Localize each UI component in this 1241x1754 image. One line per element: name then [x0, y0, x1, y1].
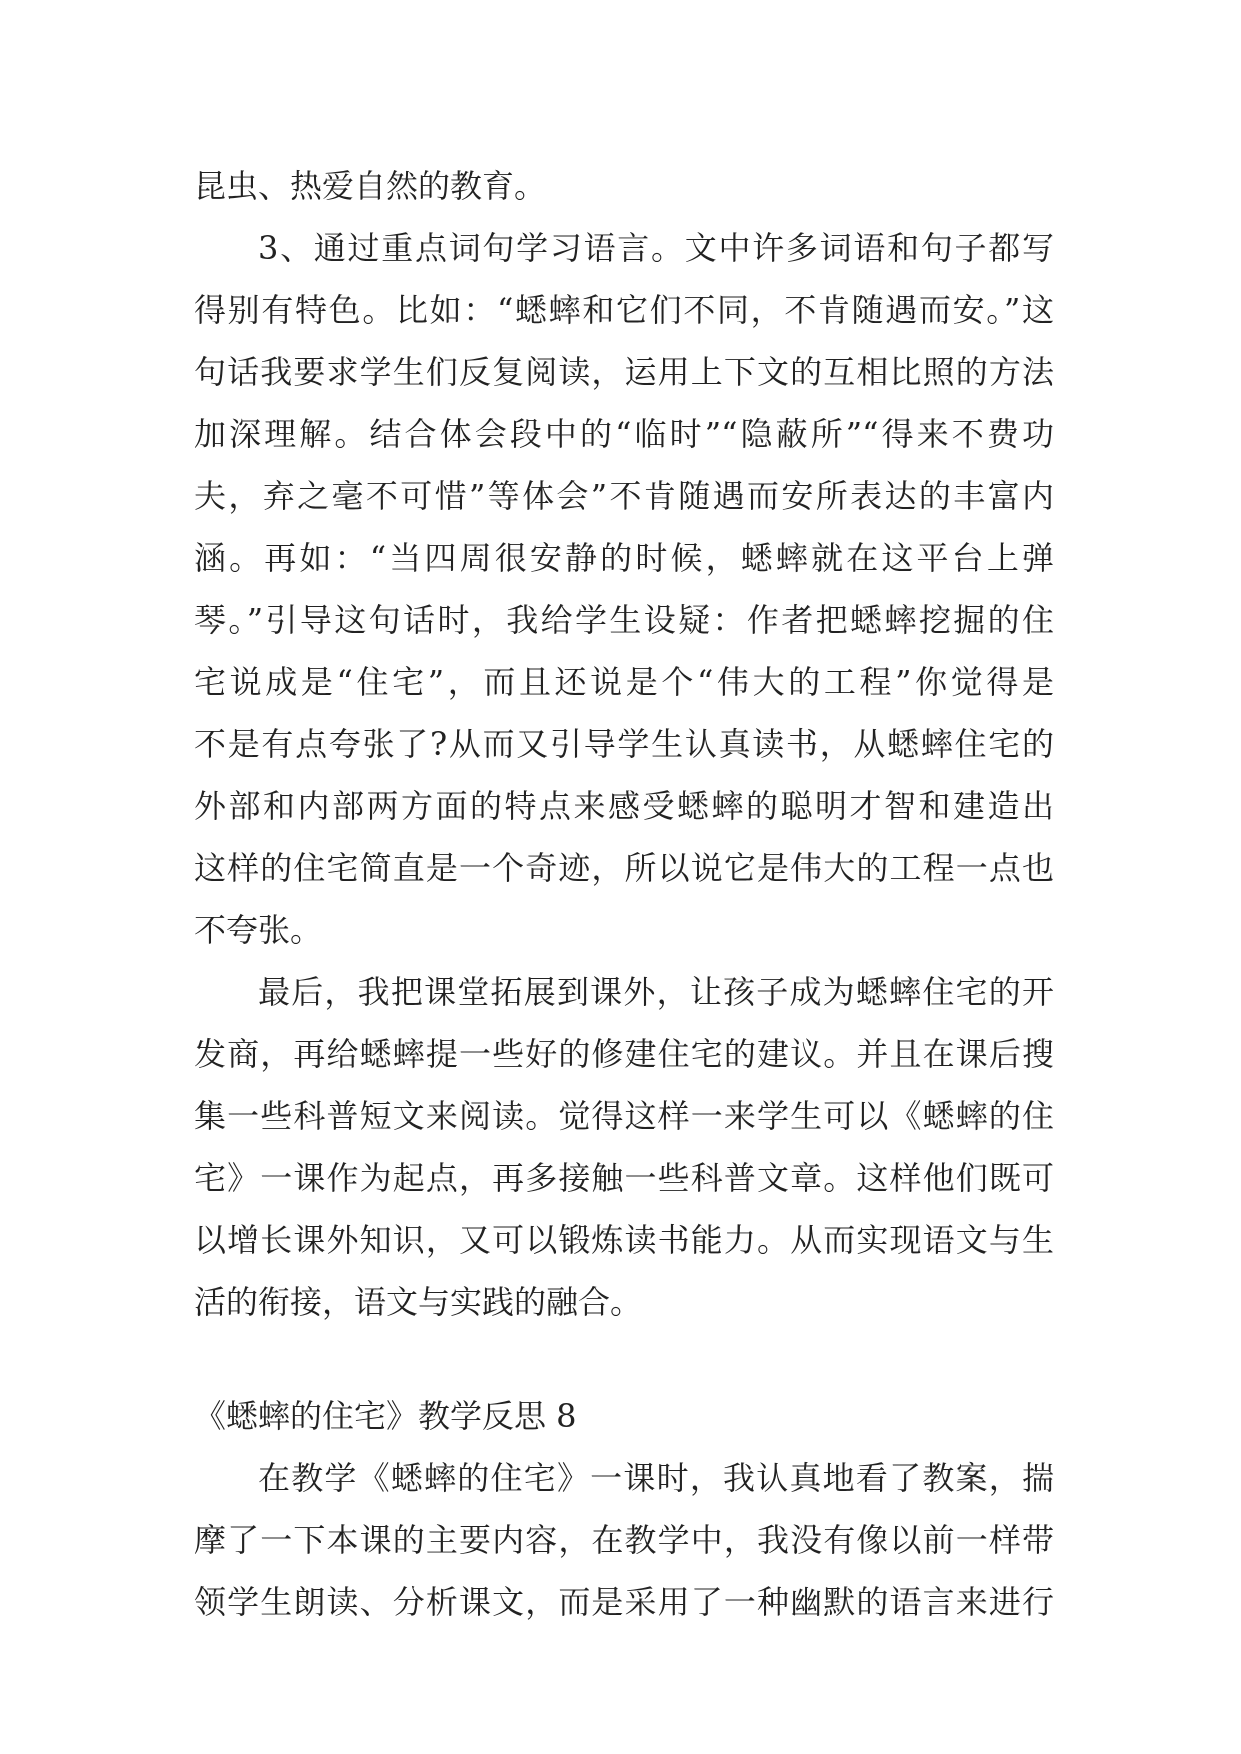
paragraph-start-line: 3、通过重点词句学习语言。文中许多词语和句子都写: [258, 229, 1054, 267]
text-line: 摩了一下本课的主要内容，在教学中，我没有像以前一样带: [194, 1521, 1054, 1559]
text-line: 涵。再如：“当四周很安静的时候，蟋蟀就在这平台上弹: [194, 539, 1054, 577]
text-line: 昆虫、热爱自然的教育。: [194, 167, 547, 205]
text-line: 集一些科普短文来阅读。觉得这样一来学生可以《蟋蟀的住: [194, 1097, 1054, 1135]
paragraph-start-line: 最后，我把课堂拓展到课外，让孩子成为蟋蟀住宅的开: [258, 973, 1054, 1011]
text-line: 外部和内部两方面的特点来感受蟋蟀的聪明才智和建造出: [194, 787, 1054, 825]
section-title: 《蟋蟀的住宅》教学反思 8: [194, 1397, 577, 1435]
text-line: 琴。”引导这句话时，我给学生设疑：作者把蟋蟀挖掘的住: [194, 601, 1054, 639]
text-line: 以增长课外知识，又可以锻炼读书能力。从而实现语文与生: [194, 1221, 1054, 1259]
paragraph-start-line: 在教学《蟋蟀的住宅》一课时，我认真地看了教案，揣: [258, 1459, 1054, 1497]
text-line: 得别有特色。比如：“蟋蟀和它们不同，不肯随遇而安。”这: [194, 291, 1054, 329]
text-line: 不夸张。: [194, 911, 323, 949]
text-line: 活的衔接，语文与实践的融合。: [194, 1283, 643, 1321]
text-line: 这样的住宅简直是一个奇迹，所以说它是伟大的工程一点也: [194, 849, 1054, 887]
text-line: 领学生朗读、分析课文，而是采用了一种幽默的语言来进行: [194, 1583, 1054, 1621]
text-line: 加深理解。结合体会段中的“临时”“隐蔽所”“得来不费功: [194, 415, 1054, 453]
text-line: 发商，再给蟋蟀提一些好的修建住宅的建议。并且在课后搜: [194, 1035, 1054, 1073]
text-line: 宅》一课作为起点，再多接触一些科普文章。这样他们既可: [194, 1159, 1054, 1197]
text-line: 宅说成是“住宅”，而且还说是个“伟大的工程”你觉得是: [194, 663, 1054, 701]
text-line: 夫，弃之毫不可惜”等体会”不肯随遇而安所表达的丰富内: [194, 477, 1054, 515]
text-line: 句话我要求学生们反复阅读，运用上下文的互相比照的方法: [194, 353, 1054, 391]
text-line: 不是有点夸张了?从而又引导学生认真读书，从蟋蟀住宅的: [194, 725, 1054, 763]
